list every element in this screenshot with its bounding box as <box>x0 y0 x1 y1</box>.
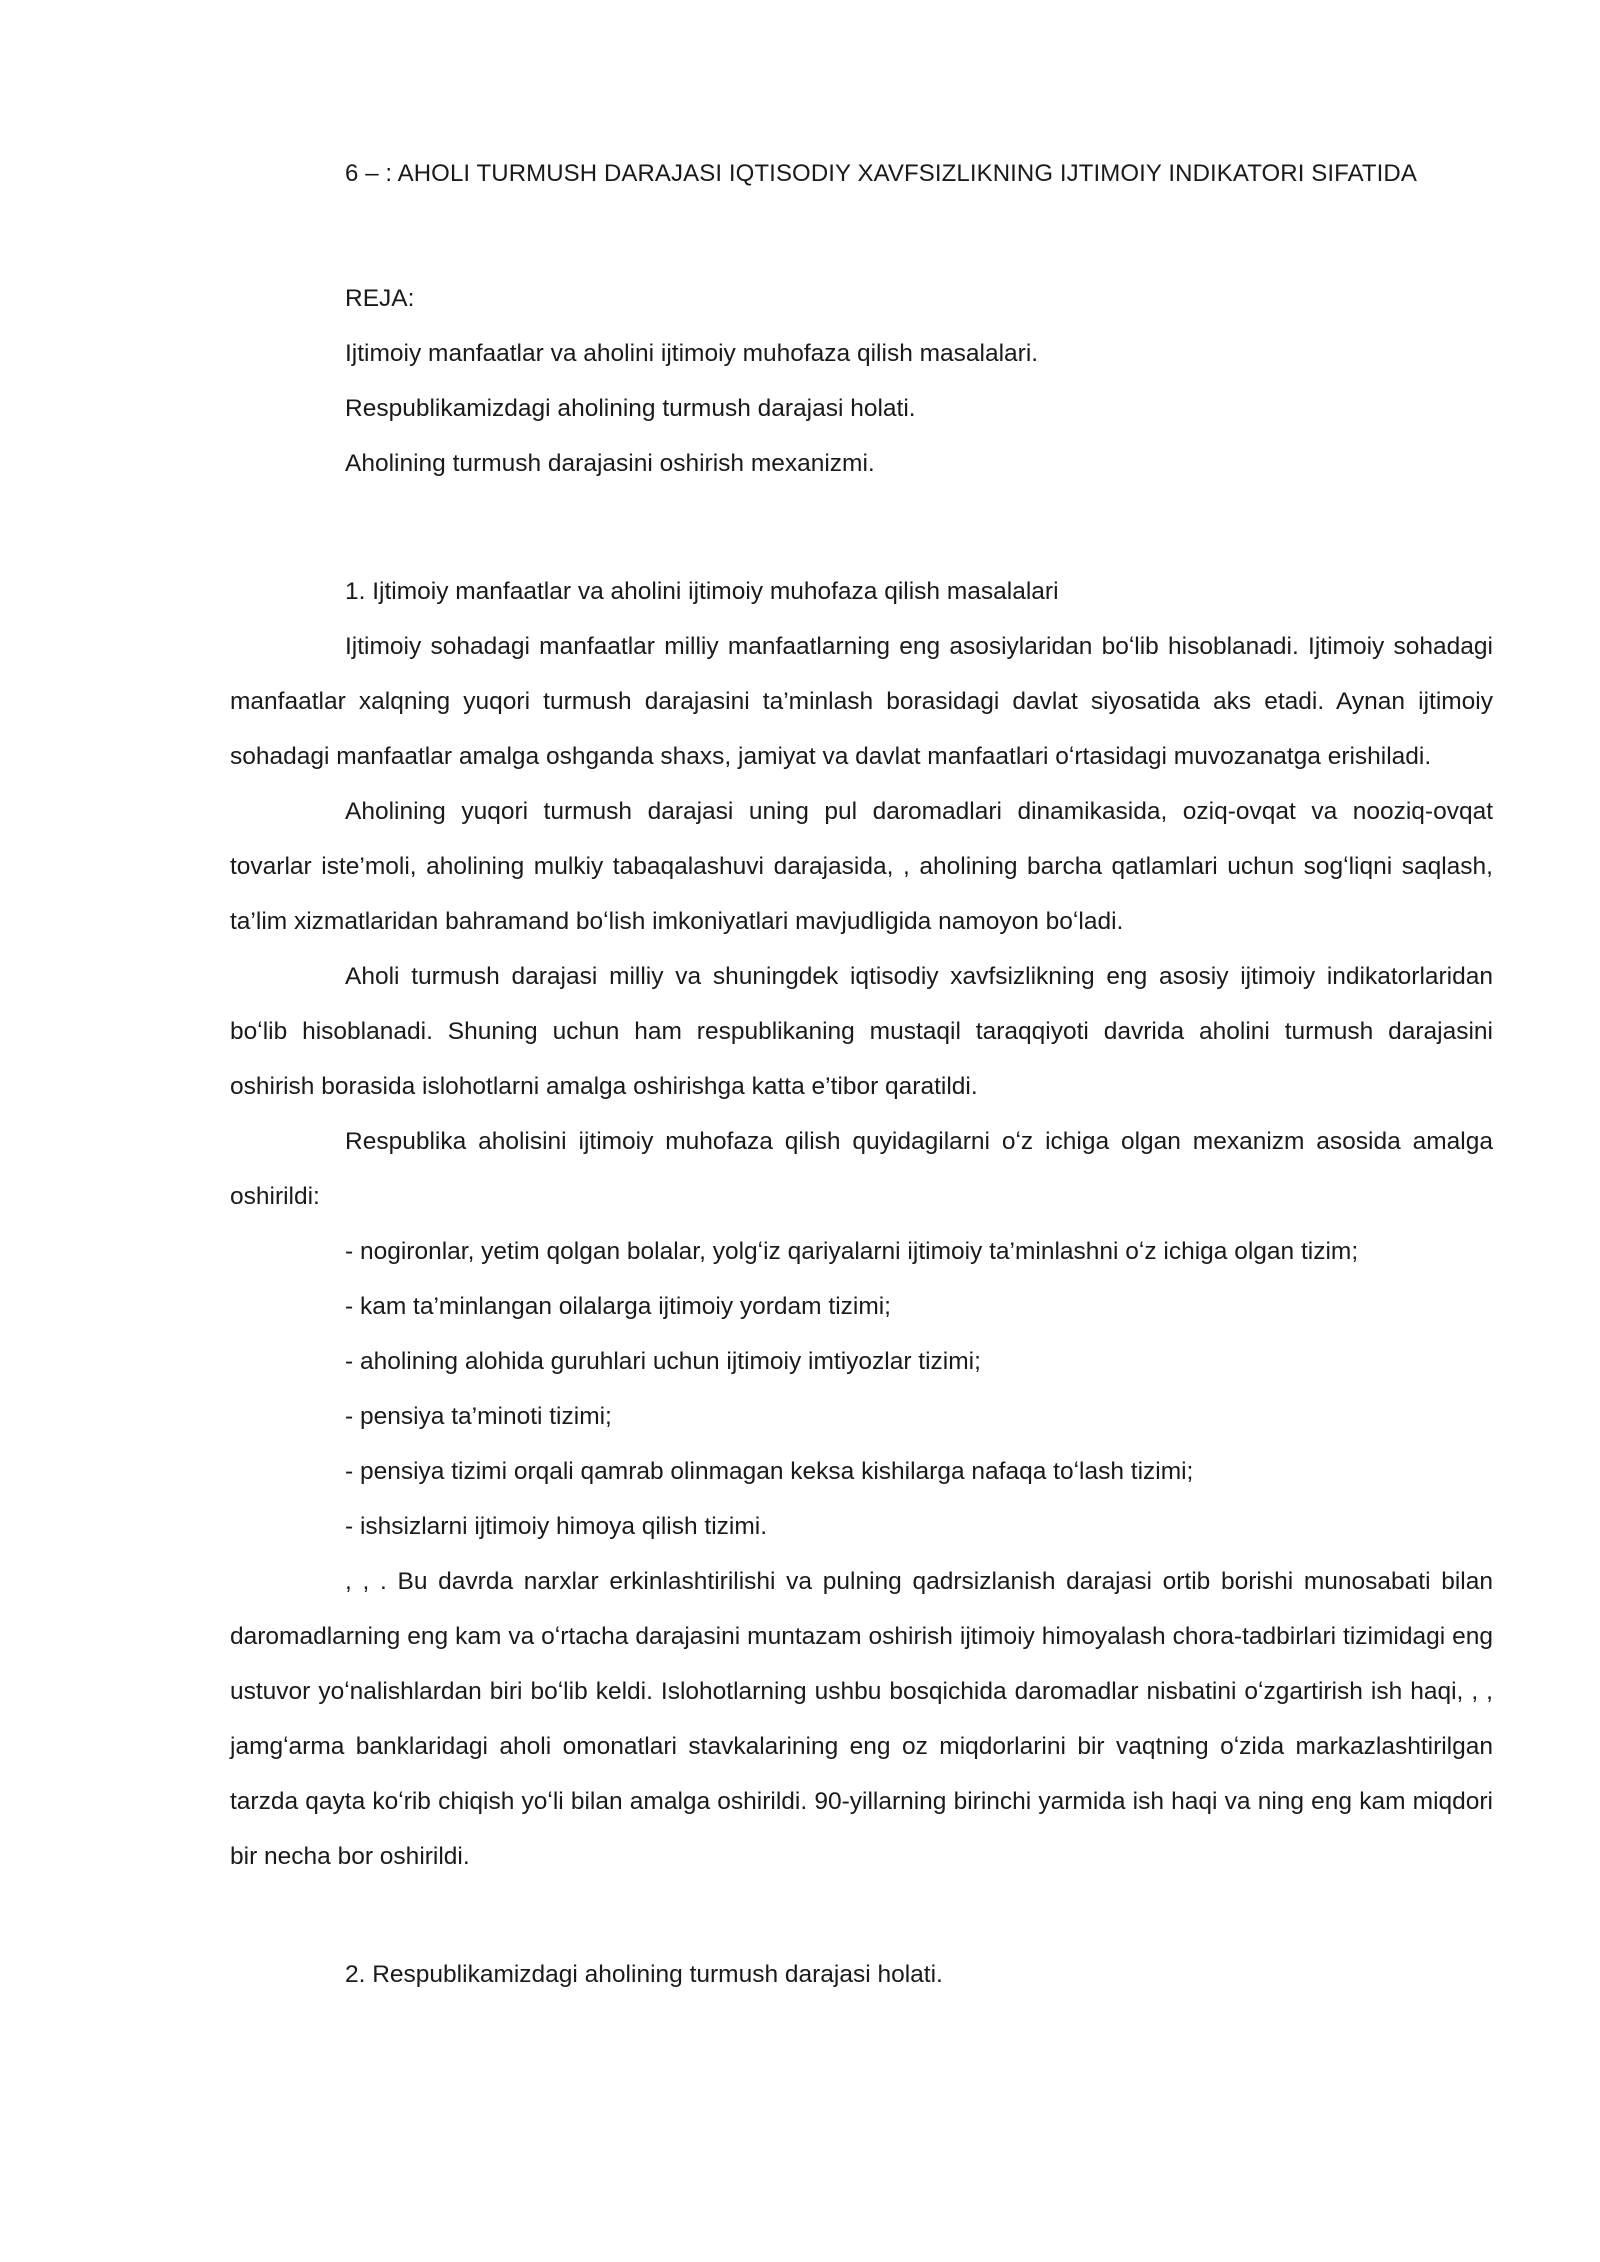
plan-heading: REJA: <box>345 285 415 312</box>
bullet-item: - pensiya ta’minoti tizimi; <box>345 1403 612 1430</box>
spacer <box>230 201 1493 271</box>
plan-item: Respublikamizdagi aholining turmush darajasi holati. <box>345 395 916 422</box>
bullet-item: - pensiya tizimi orqali qamrab olinmagan keksa kishilarga nafaqa toʻlash tizimi; <box>345 1458 1194 1485</box>
bullet-item: - aholining alohida guruhlari uchun ijtimoiy imtiyozlar tizimi; <box>345 1348 981 1375</box>
paragraph: Aholining yuqori turmush darajasi uning pul daromadlari dinamikasida, oziq-ovqat va nooziq-ovqat tovarlar iste’moli, aholining mulkiy tabaqalashuvi darajasida, , aholining barcha qatlamlari uchun sogʻliqni saqlash, ta’lim xizmatlaridan bahramand boʻlish imkoniyatlari mavjudligida namoyon boʻladi. <box>230 798 1493 935</box>
paragraph: Respublika aholisini ijtimoiy muhofaza qilish quyidagilarni oʻz ichiga olgan mexanizm asosida amalga oshirildi: <box>230 1128 1493 1210</box>
bullet-item: - kam ta’minlangan oilalarga ijtimoiy yordam tizimi; <box>345 1293 891 1320</box>
plan-item: Aholining turmush darajasini oshirish mexanizmi. <box>345 450 875 477</box>
page-title: 6 – : AHOLI TURMUSH DARAJASI IQTISODIY XAVFSIZLIKNING IJTIMOIY INDIKATORI SIFATIDA <box>345 160 1417 187</box>
section-1-heading: 1. Ijtimoiy manfaatlar va aholini ijtimoiy muhofaza qilish masalalari <box>345 578 1059 605</box>
section-2-heading: 2. Respublikamizdagi aholining turmush darajasi holati. <box>345 1961 943 1988</box>
document-body <box>230 146 1493 2002</box>
bullet-item: - nogironlar, yetim qolgan bolalar, yolgʻiz qariyalarni ijtimoiy ta’minlashni oʻz ichiga olgan tizim; <box>345 1238 1359 1265</box>
paragraph: , , . Bu davrda narxlar erkinlashtirilishi va pulning qadrsizlanish darajasi ortib borishi munosabati bilan daromadlarning eng kam va oʻrtacha darajasini muntazam oshirish ijtimoiy himoyalash chora-tadbirlari tizimidagi eng ustuvor yoʻnalishlardan biri boʻlib keldi. Islohotlarning ushbu bosqichida daromadlar nisbatini oʻzgartirish ish haqi, , , jamgʻarma banklaridagi aholi omonatlari stavkalarining eng oz miqdorlarini bir vaqtning oʻzida markazlashtirilgan tarzda qayta koʻrib chiqish yoʻli bilan amalga oshirildi. 90-yillarning birinchi yarmida ish haqi va ning eng kam miqdori bir necha bor oshirildi. <box>230 1568 1493 1870</box>
paragraph: Aholi turmush darajasi milliy va shuningdek iqtisodiy xavfsizlikning eng asosiy ijtimoiy indikatorlaridan boʻlib hisoblanadi. Shuning uchun ham respublikaning mustaqil taraqqiyoti davrida aholini turmush darajasini oshirish borasida islohotlarni amalga oshirishga katta e’tibor qaratildi. <box>230 963 1493 1100</box>
plan-item: Ijtimoiy manfaatlar va aholini ijtimoiy muhofaza qilish masalalari. <box>345 340 1039 367</box>
bullet-list <box>230 1224 1493 1554</box>
spacer <box>230 491 1493 564</box>
spacer <box>230 1884 1493 1947</box>
paragraph: Ijtimoiy sohadagi manfaatlar milliy manfaatlarning eng asosiylaridan boʻlib hisoblanadi. Ijtimoiy sohadagi manfaatlar xalqning yuqori turmush darajasini ta’minlash borasidagi davlat siyosatida aks etadi. Aynan ijtimoiy sohadagi manfaatlar amalga oshganda shaxs, jamiyat va davlat manfaatlari oʻrtasidagi muvozanatga erishiladi. <box>230 633 1493 770</box>
plan-list <box>230 326 1493 491</box>
bullet-item: - ishsizlarni ijtimoiy himoya qilish tizimi. <box>345 1513 768 1540</box>
